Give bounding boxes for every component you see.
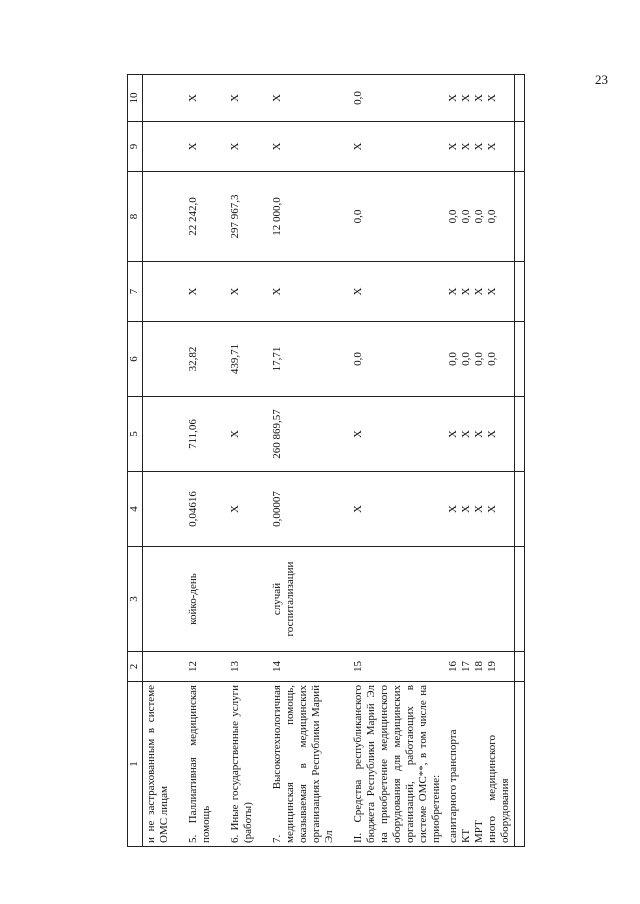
row-name: II. Средства республиканского бюджета Республики Марий Эл на приобретение медицинского оборудования для медицинских организаций, работающих в системе ОМС**, в том числе на приобретение:: [350, 682, 445, 847]
table-row: [143, 75, 174, 847]
sub-row-c6: 0,0 0,0 0,0 0,0: [445, 322, 515, 397]
row-unit: койко-день: [185, 547, 215, 652]
cell-c9: [143, 122, 174, 172]
row-name: 6. Иные государственные услуги (работы): [227, 682, 257, 847]
cell-c5: X: [227, 397, 257, 472]
table-row: [445, 75, 515, 847]
cell-c10: X: [185, 75, 215, 122]
cell-c7: [143, 262, 174, 322]
table-row: [185, 75, 215, 847]
rotated-table-container: [127, 74, 525, 847]
row-unit: [227, 547, 257, 652]
medical-care-table: [127, 74, 525, 847]
cell-c7: X: [185, 262, 215, 322]
row-unit: случай госпитализации: [269, 547, 338, 652]
row-code: 12: [185, 652, 215, 682]
col-header-6: 6: [128, 322, 143, 397]
col-header-3: 3: [128, 547, 143, 652]
row-unit: [350, 547, 445, 652]
col-header-2: 2: [128, 652, 143, 682]
cell-c7: X: [269, 262, 338, 322]
cell-c9: X: [227, 122, 257, 172]
cell-c10: [143, 75, 174, 122]
sub-row-unit: [445, 547, 515, 652]
sub-row-names: [445, 682, 515, 847]
sub-row-name: КТ: [460, 828, 472, 843]
cell-c4: X: [227, 472, 257, 547]
cell-c4: 0,00007: [269, 472, 338, 547]
header-row: [128, 75, 143, 847]
cell-c8: 297 967,3: [227, 172, 257, 262]
col-header-1: 1: [128, 682, 143, 847]
row-name: и не застрахованным в системе ОМС лицам: [143, 682, 174, 847]
cell-c9: X: [269, 122, 338, 172]
sub-row-c9: X X X X: [445, 122, 515, 172]
cell-c9: X: [185, 122, 215, 172]
sub-row-c8: 0,0 0,0 0,0 0,0: [445, 172, 515, 262]
row-code: 13: [227, 652, 257, 682]
col-header-8: 8: [128, 172, 143, 262]
table-row: [227, 75, 257, 847]
sub-row-c4: X X X X: [445, 472, 515, 547]
col-header-7: 7: [128, 262, 143, 322]
cell-c4: [143, 472, 174, 547]
cell-c6: 17,71: [269, 322, 338, 397]
cell-c5: [143, 397, 174, 472]
cell-c6: [143, 322, 174, 397]
cell-c5: 711,06: [185, 397, 215, 472]
cell-c6: 439,71: [227, 322, 257, 397]
cell-c10: 0,0: [350, 75, 445, 122]
sub-row-name: МРТ: [473, 820, 485, 843]
cell-c9: X: [350, 122, 445, 172]
col-header-5: 5: [128, 397, 143, 472]
cell-c8: 22 242,0: [185, 172, 215, 262]
sub-row-name: иного медицинского оборудования: [486, 735, 511, 843]
cell-c8: 0,0: [350, 172, 445, 262]
cell-c10: X: [227, 75, 257, 122]
row-name: 5. Паллиативная медицинская помощь: [185, 682, 215, 847]
table-row: [269, 75, 338, 847]
sub-row-c5: X X X X: [445, 397, 515, 472]
sub-row-name: санитарного транспорта: [447, 729, 459, 843]
page-number: 23: [595, 72, 608, 87]
cell-c6: 32,82: [185, 322, 215, 397]
table-row: [350, 75, 445, 847]
cell-c5: 260 869,57: [269, 397, 338, 472]
cell-c4: 0,04616: [185, 472, 215, 547]
row-unit: [143, 547, 174, 652]
cell-c8: 12 000,0: [269, 172, 338, 262]
col-header-4: 4: [128, 472, 143, 547]
row-code: 15: [350, 652, 445, 682]
cell-c5: X: [350, 397, 445, 472]
row-name: 7. Высокотехнологичная медицинская помощь, оказываемая в медицинских организациях Республики Марий Эл: [269, 682, 338, 847]
row-code: [143, 652, 174, 682]
cell-c10: X: [269, 75, 338, 122]
cell-c6: 0,0: [350, 322, 445, 397]
sub-row-codes: 16 17 18 19: [445, 652, 515, 682]
col-header-10: 10: [128, 75, 143, 122]
cell-c8: [143, 172, 174, 262]
cell-c7: X: [350, 262, 445, 322]
sub-row-c10: X X X X: [445, 75, 515, 122]
col-header-9: 9: [128, 122, 143, 172]
cell-c4: X: [350, 472, 445, 547]
row-code: 14: [269, 652, 338, 682]
sub-row-c7: X X X X: [445, 262, 515, 322]
cell-c7: X: [227, 262, 257, 322]
